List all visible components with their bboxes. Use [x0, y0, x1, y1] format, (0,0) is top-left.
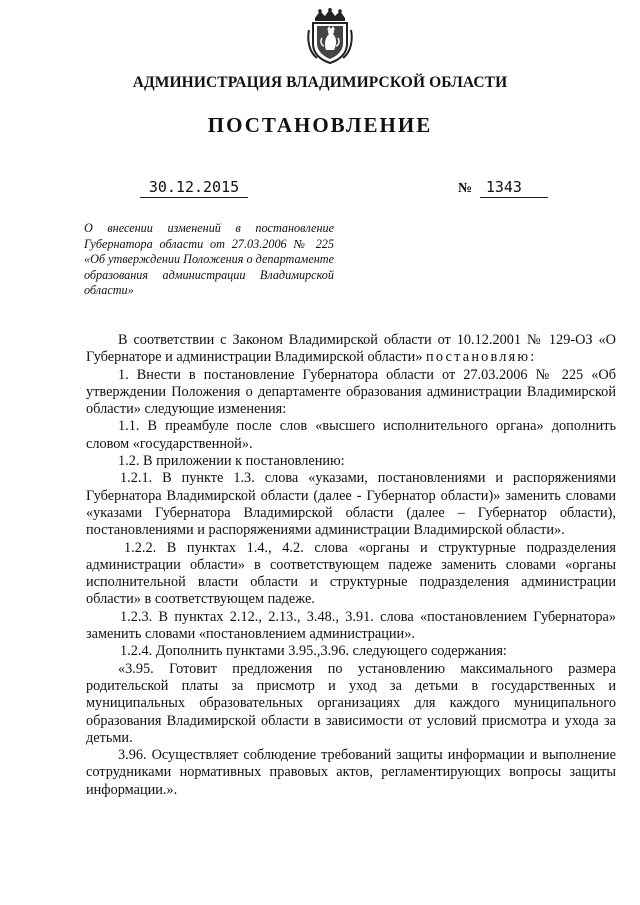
number-sign: № — [458, 181, 473, 196]
coat-of-arms-icon — [307, 8, 353, 64]
document-number: 1343 — [480, 178, 548, 198]
preamble-paragraph — [86, 332, 616, 367]
paragraph-1-2-1: 1.2.1. В пункте 1.3. слова «указами, постановлениями и распоряжениями Губернатора Владимирской области (далее - Губернатор области)» заменить словами «указами Губернатора Владимирской области (далее – Губернатор области), постановлениями и распоряжениями администрации Владимирской области». — [86, 470, 616, 539]
paragraph-1-2-3: 1.2.3. В пунктах 2.12., 2.13., 3.48., 3.91. слова «постановлением Губернатора» заменить словами «постановлением администрации». — [86, 608, 616, 643]
document-subject: О внесении изменений в постановление Губернатора области от 27.03.2006 № 225 «Об утверждении Положения о департаменте образования администрации Владимирской области» — [84, 221, 334, 298]
paragraph-1-1: 1.1. В преамбуле после слов «высшего исполнительного органа» дополнить словом «государственной». — [86, 418, 616, 452]
decree-word: постановляю: — [426, 349, 537, 366]
organization-title: АДМИНИСТРАЦИЯ ВЛАДИМИРСКОЙ ОБЛАСТИ — [132, 74, 508, 91]
paragraph-1-2-4: 1.2.4. Дополнить пунктами 3.95.,3.96. следующего содержания: — [120, 643, 507, 660]
paragraph-1-2-2: 1.2.2. В пунктах 1.4., 4.2. слова «органы и структурные подразделения администрации области» в соответствующем падеже заменить словами «органы исполнительной власти области и структурные подразделения администрации области» в соответствующем падеже. — [86, 539, 616, 608]
paragraph-1: 1. Внести в постановление Губернатора области от 27.03.2006 № 225 «Об утверждении Положения о департаменте образования администрации Владимирской области» следующие изменения: — [86, 366, 616, 418]
paragraph-3-96: 3.96. Осуществляет соблюдение требований защиты информации и выполнение сотрудниками нормативных правовых актов, регламентирующих вопросы защиты информации.». — [86, 747, 616, 798]
document-date: 30.12.2015 — [140, 178, 248, 198]
preamble-text: В соответствии с Законом Владимирской области от 10.12.2001 № 129-ОЗ «О Губернаторе и администрации Владимирской области» — [86, 332, 616, 366]
document-body — [86, 332, 616, 799]
paragraph-3-95: «3.95. Готовит предложения по установлению максимального размера родительской платы за присмотр и уход за детьми в государственных и муниципальных образовательных организациях для каждого муниципального образования Владимирской области в зависимости от условий присмотра и ухода за детьми. — [86, 660, 616, 746]
document-type: ПОСТАНОВЛЕНИЕ — [207, 113, 433, 137]
paragraph-1-2: 1.2. В приложении к постановлению: — [118, 453, 345, 470]
document-number-block — [458, 178, 548, 198]
